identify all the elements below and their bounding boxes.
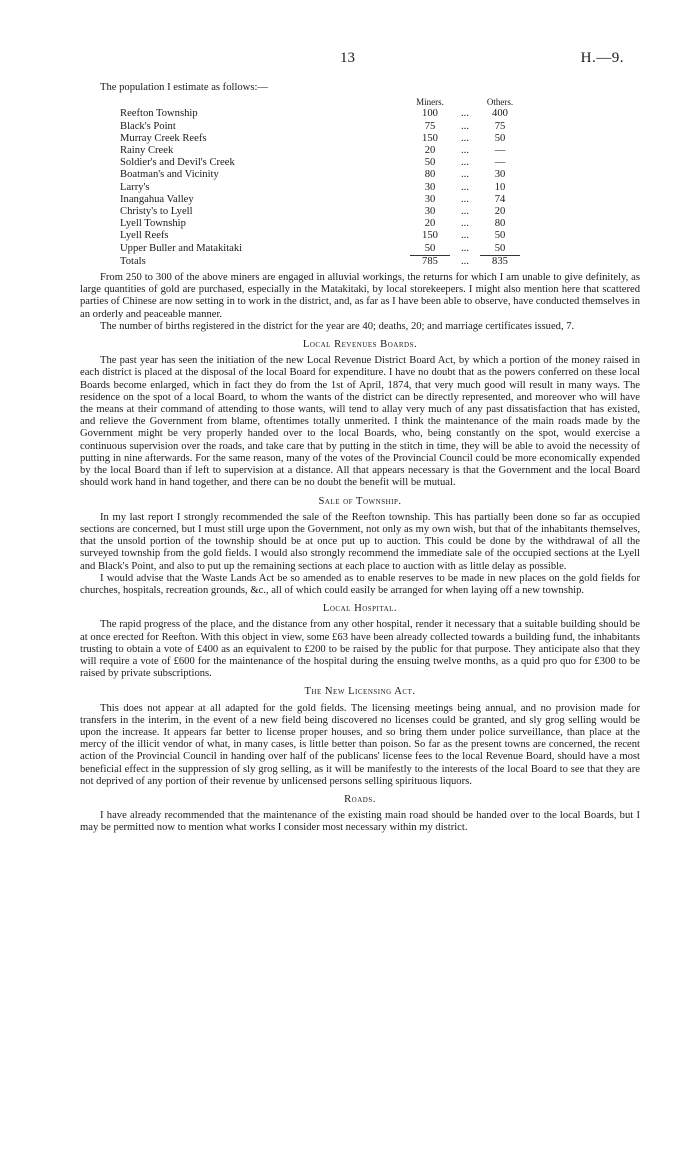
miners-count: 80 xyxy=(424,169,436,181)
others-count: 10 xyxy=(494,181,506,193)
miners-count: 20 xyxy=(424,145,436,157)
place-name: Upper Buller and Matakitaki xyxy=(120,242,243,254)
column-header-others: Others. xyxy=(486,97,514,108)
place-name: Lyell Reefs xyxy=(120,230,169,242)
miners-count: 150 xyxy=(422,230,438,242)
section-paragraph: This does not appear at all adapted for the gold fields. The licensing meetings being annual, and no provision made for transfers in the interim, in the event of a new field being discovered no licenses could be granted, and sly grog selling would be upon the increase. It appears far better to license proper houses, and so bring them under police surveillance, than place at the mercy of the illicit vendor of what, in many cases, is little better than poison. So far as the present towns are concerned, the recent action of the Provincial Council in handing over half of the publicans' license fees to the local Revenue Board, should have a most beneficial effect in the suppression of sly grog selling, as it will be manifestly to the interests of the local Board to see that they are not deprived of any portion of their revenue by unlicensed persons selling spirituous liquors. xyxy=(80,702,640,787)
others-count: 75 xyxy=(494,120,506,132)
population-row xyxy=(120,194,520,206)
others-count: 74 xyxy=(494,193,506,205)
place-name: Larry's xyxy=(120,181,150,193)
miners-count: 50 xyxy=(424,157,436,169)
section-paragraph: I would advise that the Waste Lands Act be so amended as to enable reserves to be made in new places on the gold fields for churches, hospitals, recreation grounds, &c., all of which could easily be arranged for when laying off a new township. xyxy=(80,572,640,596)
miners-count: 75 xyxy=(424,120,436,132)
section-heading: Local Hospital. xyxy=(322,603,398,615)
row-dots: ... xyxy=(461,230,469,242)
page-number: 13 xyxy=(340,50,355,66)
miners-count: 100 xyxy=(422,108,438,120)
paragraph-births-deaths: The number of births registered in the district for the year are 40; deaths, 20; and marriage certificates issued, 7. xyxy=(100,320,575,332)
row-dots: ... xyxy=(461,206,469,218)
others-count: 50 xyxy=(494,132,506,144)
others-count: 80 xyxy=(494,218,506,230)
row-dots: ... xyxy=(461,242,469,254)
population-row xyxy=(120,145,520,157)
row-dots: ... xyxy=(461,145,469,157)
section-paragraph: The rapid progress of the place, and the distance from any other hospital, render it necessary that a suitable building should be at once erected for Reefton. With this object in view, some £63 have been already collected towards a building fund, the inhabitants trusting to obtain a vote of £400 as an equivalent to £200 to be raised by the public for that purpose. They anticipate also that they will require a vote of £600 for the maintenance of the hospital during the ensuing twelve months, as a quid pro quo for £300 to be raised by private subscriptions. xyxy=(80,619,640,680)
place-name: Christy's to Lyell xyxy=(120,206,193,218)
population-row xyxy=(120,108,520,120)
place-name: Rainy Creek xyxy=(120,145,174,157)
report-sections xyxy=(80,339,640,835)
miners-count: 30 xyxy=(424,181,436,193)
row-dots: ... xyxy=(461,120,469,132)
totals-miners: 785 xyxy=(410,255,450,268)
column-header-miners: Miners. xyxy=(416,97,444,108)
population-intro: The population I estimate as follows:— xyxy=(100,82,268,93)
row-dots: ... xyxy=(461,169,469,181)
row-dots: ... xyxy=(461,132,469,144)
population-table-header xyxy=(120,96,520,108)
page-header xyxy=(0,50,700,72)
others-count: — xyxy=(494,157,506,169)
document-reference: H.—9. xyxy=(580,50,624,66)
population-row xyxy=(120,243,520,256)
others-count: 30 xyxy=(494,169,506,181)
section-paragraph: In my last report I strongly recommended the sale of the Reefton township. This has partially been done so far as occupied sections are concerned, but I must still urge upon the Government, not only as my own wish, but that of the inhabitants themselves, that the unsold portion of the township should be at once put up to auction. This could be done by the withdrawal of all the surveyed township from the gold fields. I would also strongly recommend the immediate sale of the occupied sections at the Lyell and Black's Point, and also to put up the remaining sections at each place to auction with as little delay as possible. xyxy=(80,511,640,572)
row-dots: ... xyxy=(461,108,469,120)
population-row xyxy=(120,133,520,145)
row-dots: ... xyxy=(461,193,469,205)
population-table-body xyxy=(120,108,520,255)
section-heading: Sale of Township. xyxy=(318,495,402,507)
population-row xyxy=(120,182,520,194)
section-heading: Roads. xyxy=(344,793,376,805)
population-row xyxy=(120,121,520,133)
row-dots: ... xyxy=(461,157,469,169)
totals-label: Totals xyxy=(120,255,146,267)
row-dots: ... xyxy=(461,218,469,230)
place-name: Soldier's and Devil's Creek xyxy=(120,157,235,169)
population-totals-row xyxy=(120,255,520,268)
place-name: Inangahua Valley xyxy=(120,193,194,205)
section-paragraph: The past year has seen the initiation of the new Local Revenue District Board Act, by which a portion of the money raised in each district is placed at the disposal of the local Board for expenditure. I have no doubt that as the powers conferred on these local Boards become enlarged, which in fact they do from the 1st of April, 1874, that very much good will result in many ways. The residence on the spot of a local Board, to whom the wants of the district can be directly represented, and moreover who will have the means at their command of attending to those wants, will tend to allay very much of any past dissatisfaction that has existed, and relieve the Government from blame, oftentimes totally unmerited. I think the maintenance of the main roads made by the Government might be very properly handed over to the local Boards, who, being constantly on the spot, would exercise a continuous supervision over the roads, and take care that by putting in the stitch in time, they will be able to avoid the necessity of putting in nine afterwards. For the same reason, many of the votes of the Provincial Council could be more economically expended by the local Board than if left to supervision at a distance. All that appears necessary is that the Government and the local Board should work hand in hand together, and there can be no doubt the benefit will be mutual. xyxy=(80,355,640,489)
section-paragraph: I have already recommended that the maintenance of the existing main road should be handed over to the local Boards, but I may be permitted now to mention what works I consider most necessary within my district. xyxy=(80,810,640,834)
population-row xyxy=(120,169,520,181)
population-row xyxy=(120,157,520,169)
section-heading: Local Revenues Boards. xyxy=(302,339,418,351)
miners-count: 30 xyxy=(424,193,436,205)
totals-others: 835 xyxy=(480,255,520,268)
others-count: 400 xyxy=(492,108,508,120)
section-heading: The New Licensing Act. xyxy=(304,686,416,698)
miners-count: 50 xyxy=(424,242,436,254)
page-body xyxy=(80,82,640,835)
population-row xyxy=(120,230,520,242)
totals-dots: ... xyxy=(461,255,469,267)
others-count: — xyxy=(494,145,506,157)
row-dots: ... xyxy=(461,181,469,193)
paragraph-alluvial-workings: From 250 to 300 of the above miners are engaged in alluvial workings, the returns for which I am unable to give definitely, as large quantities of gold are purchased, especially in the Matakitaki, by local storekeepers. I might also mention here that scattered parties of Chinese are now setting in to work in the district, and, as far as I have been able to observe, have conducted themselves in an orderly and peaceable manner. xyxy=(80,272,640,320)
place-name: Black's Point xyxy=(120,120,176,132)
place-name: Murray Creek Reefs xyxy=(120,132,207,144)
place-name: Lyell Township xyxy=(120,218,186,230)
population-table xyxy=(120,96,520,268)
miners-count: 30 xyxy=(424,206,436,218)
place-name: Reefton Township xyxy=(120,108,198,120)
miners-count: 150 xyxy=(422,132,438,144)
others-count: 50 xyxy=(494,242,506,254)
population-row xyxy=(120,206,520,218)
others-count: 50 xyxy=(494,230,506,242)
population-row xyxy=(120,218,520,230)
place-name: Boatman's and Vicinity xyxy=(120,169,219,181)
others-count: 20 xyxy=(494,206,506,218)
miners-count: 20 xyxy=(424,218,436,230)
